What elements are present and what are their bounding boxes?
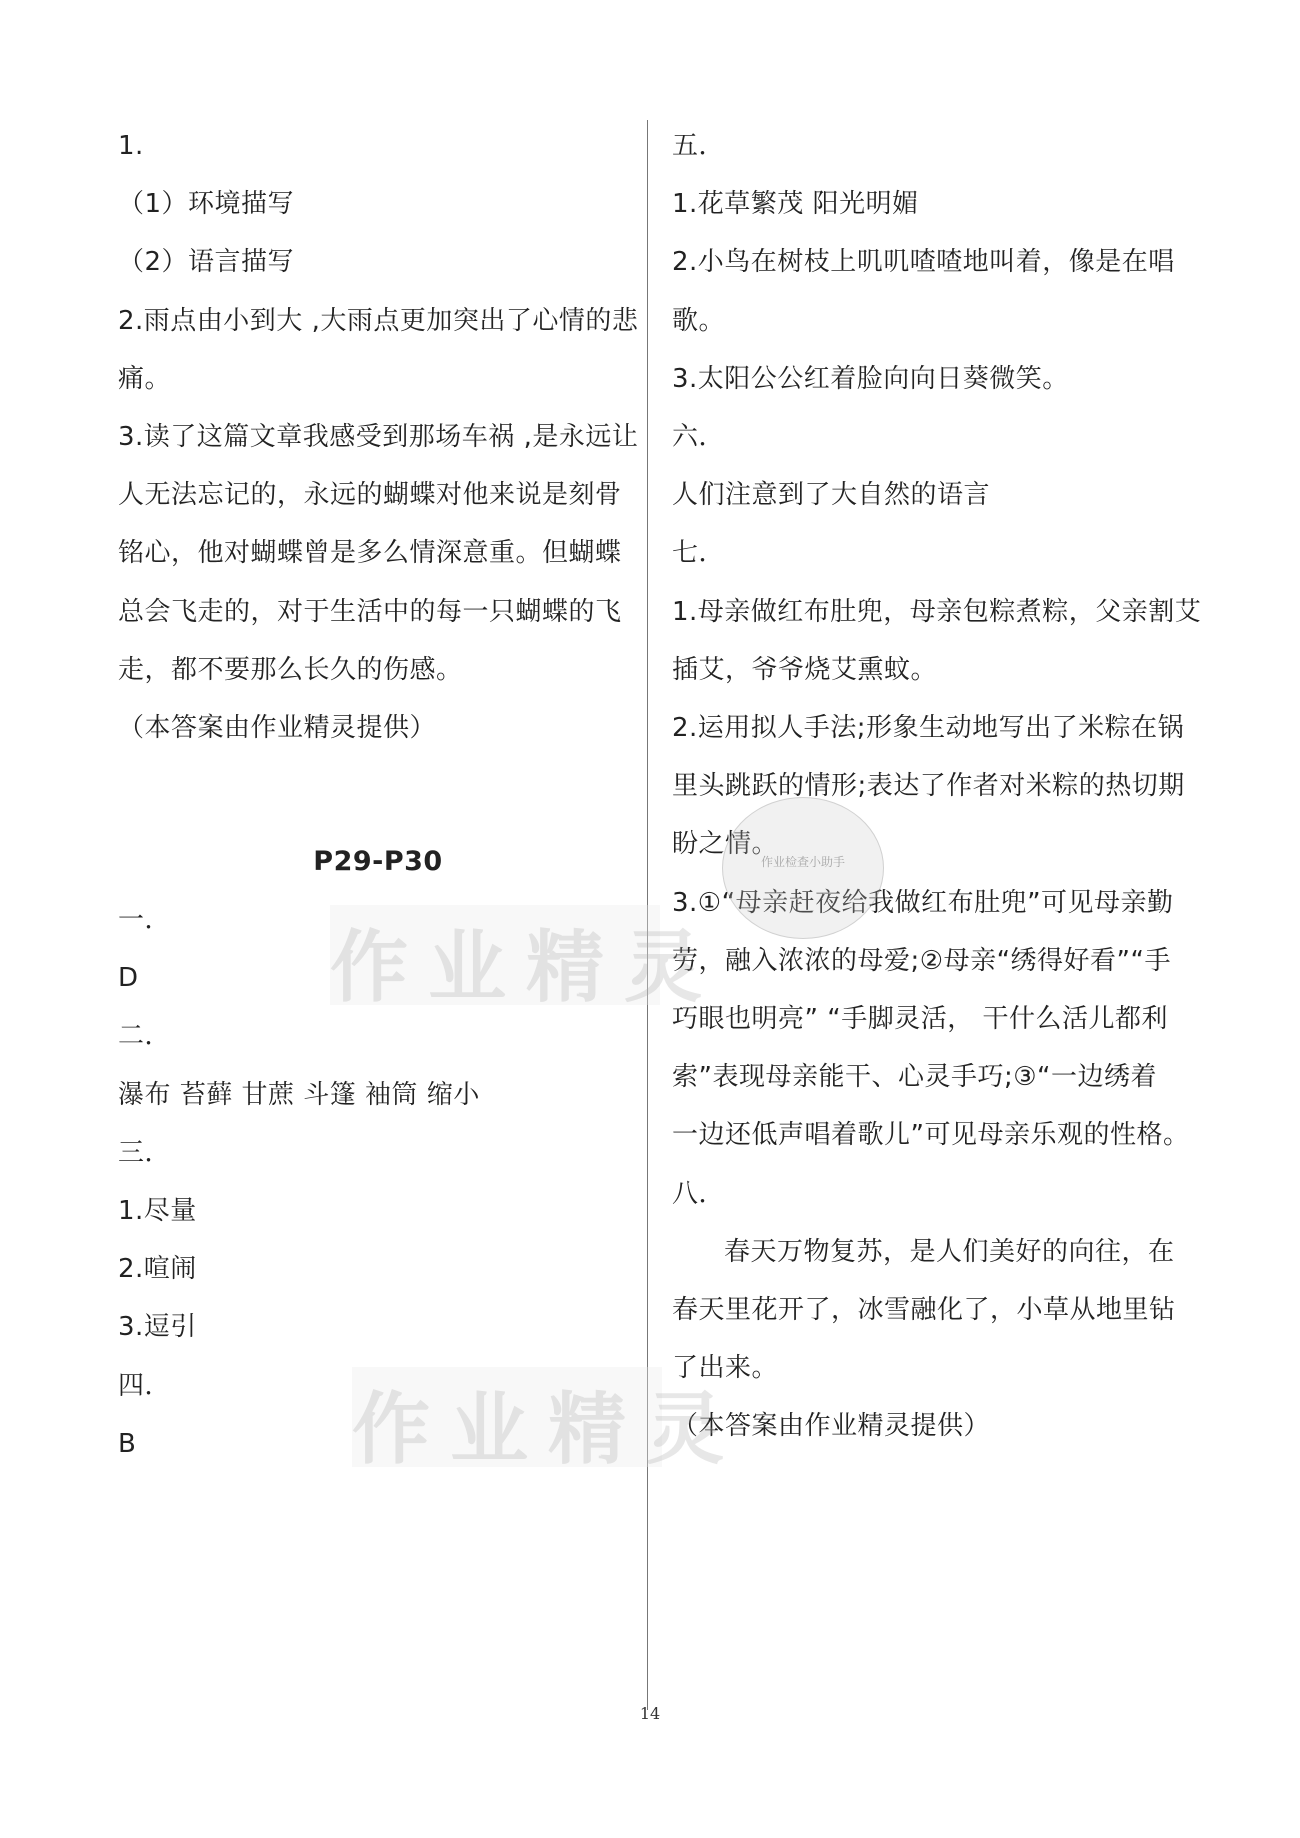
text-line: 七． [672, 538, 726, 569]
text-line: 走，都不要那么长久的伤感。 [118, 654, 463, 685]
text-line: 五． [672, 131, 726, 161]
text-line: 瀑布 苔藓 甘蔗 斗篷 袖筒 缩小 [118, 1079, 480, 1110]
text-line: 2.雨点由小到大 ,大雨点更加突出了心情的悲 [118, 305, 639, 336]
text-line: 1.母亲做红布肚兜，母亲包粽煮粽，父亲割艾 [672, 596, 1202, 627]
text-line: 1.花草繁茂 阳光明媚 [672, 189, 919, 220]
text-line: （本答案由作业精灵提供） [118, 713, 437, 743]
page-number: 14 [639, 1704, 661, 1723]
text-line: 1. [118, 131, 144, 161]
text-line: 里头跳跃的情形;表达了作者对米粽的热切期 [672, 771, 1185, 802]
text-line: 春天里花开了，冰雪融化了，小草从地里钻 [672, 1295, 1176, 1325]
text-line: 3.①“母亲赶夜给我做红布肚兜”可见母亲勤 [672, 887, 1174, 918]
text-line: 2.小鸟在树枝上叽叽喳喳地叫着，像是在唱 [672, 247, 1175, 278]
watermark [352, 1367, 745, 1475]
text-line: 插艾，爷爷烧艾熏蚊。 [672, 654, 938, 685]
text-line: （2）语言描写 [118, 247, 295, 278]
text-line: 3.逗引 [118, 1312, 197, 1343]
text-line: 四． [118, 1370, 172, 1401]
text-line: 劳，融入浓浓的母爱;②母亲“绣得好看”“手 [672, 945, 1171, 976]
text-line: 1.尽量 [118, 1196, 197, 1226]
text-line: B [118, 1428, 137, 1459]
text-line: 歌。 [672, 305, 726, 336]
text-line: 2.喧闹 [118, 1254, 197, 1285]
text-line: 总会飞走的，对于生活中的每一只蝴蝶的飞 [118, 596, 622, 627]
text-line: 一． [118, 905, 172, 935]
text-line: 痛。 [118, 363, 172, 394]
text-line: 盼之情。 [672, 829, 779, 860]
text-line: 春天万物复苏，是人们美好的向往，在 [724, 1236, 1175, 1267]
stamp-text: 作业检查小助手 [760, 855, 845, 869]
text-line: （本答案由作业精灵提供） [672, 1411, 991, 1442]
text-line: 人们注意到了大自然的语言 [672, 480, 991, 511]
text-line: 一边还低声唱着歌儿”可见母亲乐观的性格。 [672, 1120, 1190, 1151]
text-line: 三． [118, 1137, 172, 1168]
text-line: 3.太阳公公红着脸向向日葵微笑。 [672, 363, 1069, 394]
text-line: 六． [672, 422, 726, 452]
text-line: 巧眼也明亮” “手脚灵活， 干什么活儿都利 [672, 1004, 1168, 1034]
watermark [330, 905, 723, 1013]
text-line: 2.运用拟人手法;形象生动地写出了米粽在锅 [672, 713, 1185, 743]
text-line: 人无法忘记的，永远的蝴蝶对他来说是刻骨 [118, 480, 622, 511]
text-line: 了出来。 [672, 1353, 779, 1384]
text-line: 二． [118, 1021, 172, 1052]
section-title: P29-P30 [313, 846, 443, 877]
watermark-text: 作业精灵 [352, 1385, 745, 1475]
text-line: 八． [672, 1178, 726, 1209]
text-line: 3.读了这篇文章我感受到那场车祸 ,是永远让 [118, 422, 639, 452]
watermark-stamp [722, 797, 884, 939]
text-line: （1）环境描写 [118, 189, 295, 220]
text-line: 索”表现母亲能干、心灵手巧;③“一边绣着 [672, 1062, 1158, 1093]
text-line: D [118, 963, 139, 994]
watermark-text: 作业精灵 [330, 923, 723, 1013]
text-line: 铭心，他对蝴蝶曾是多么情深意重。但蝴蝶 [118, 538, 622, 569]
